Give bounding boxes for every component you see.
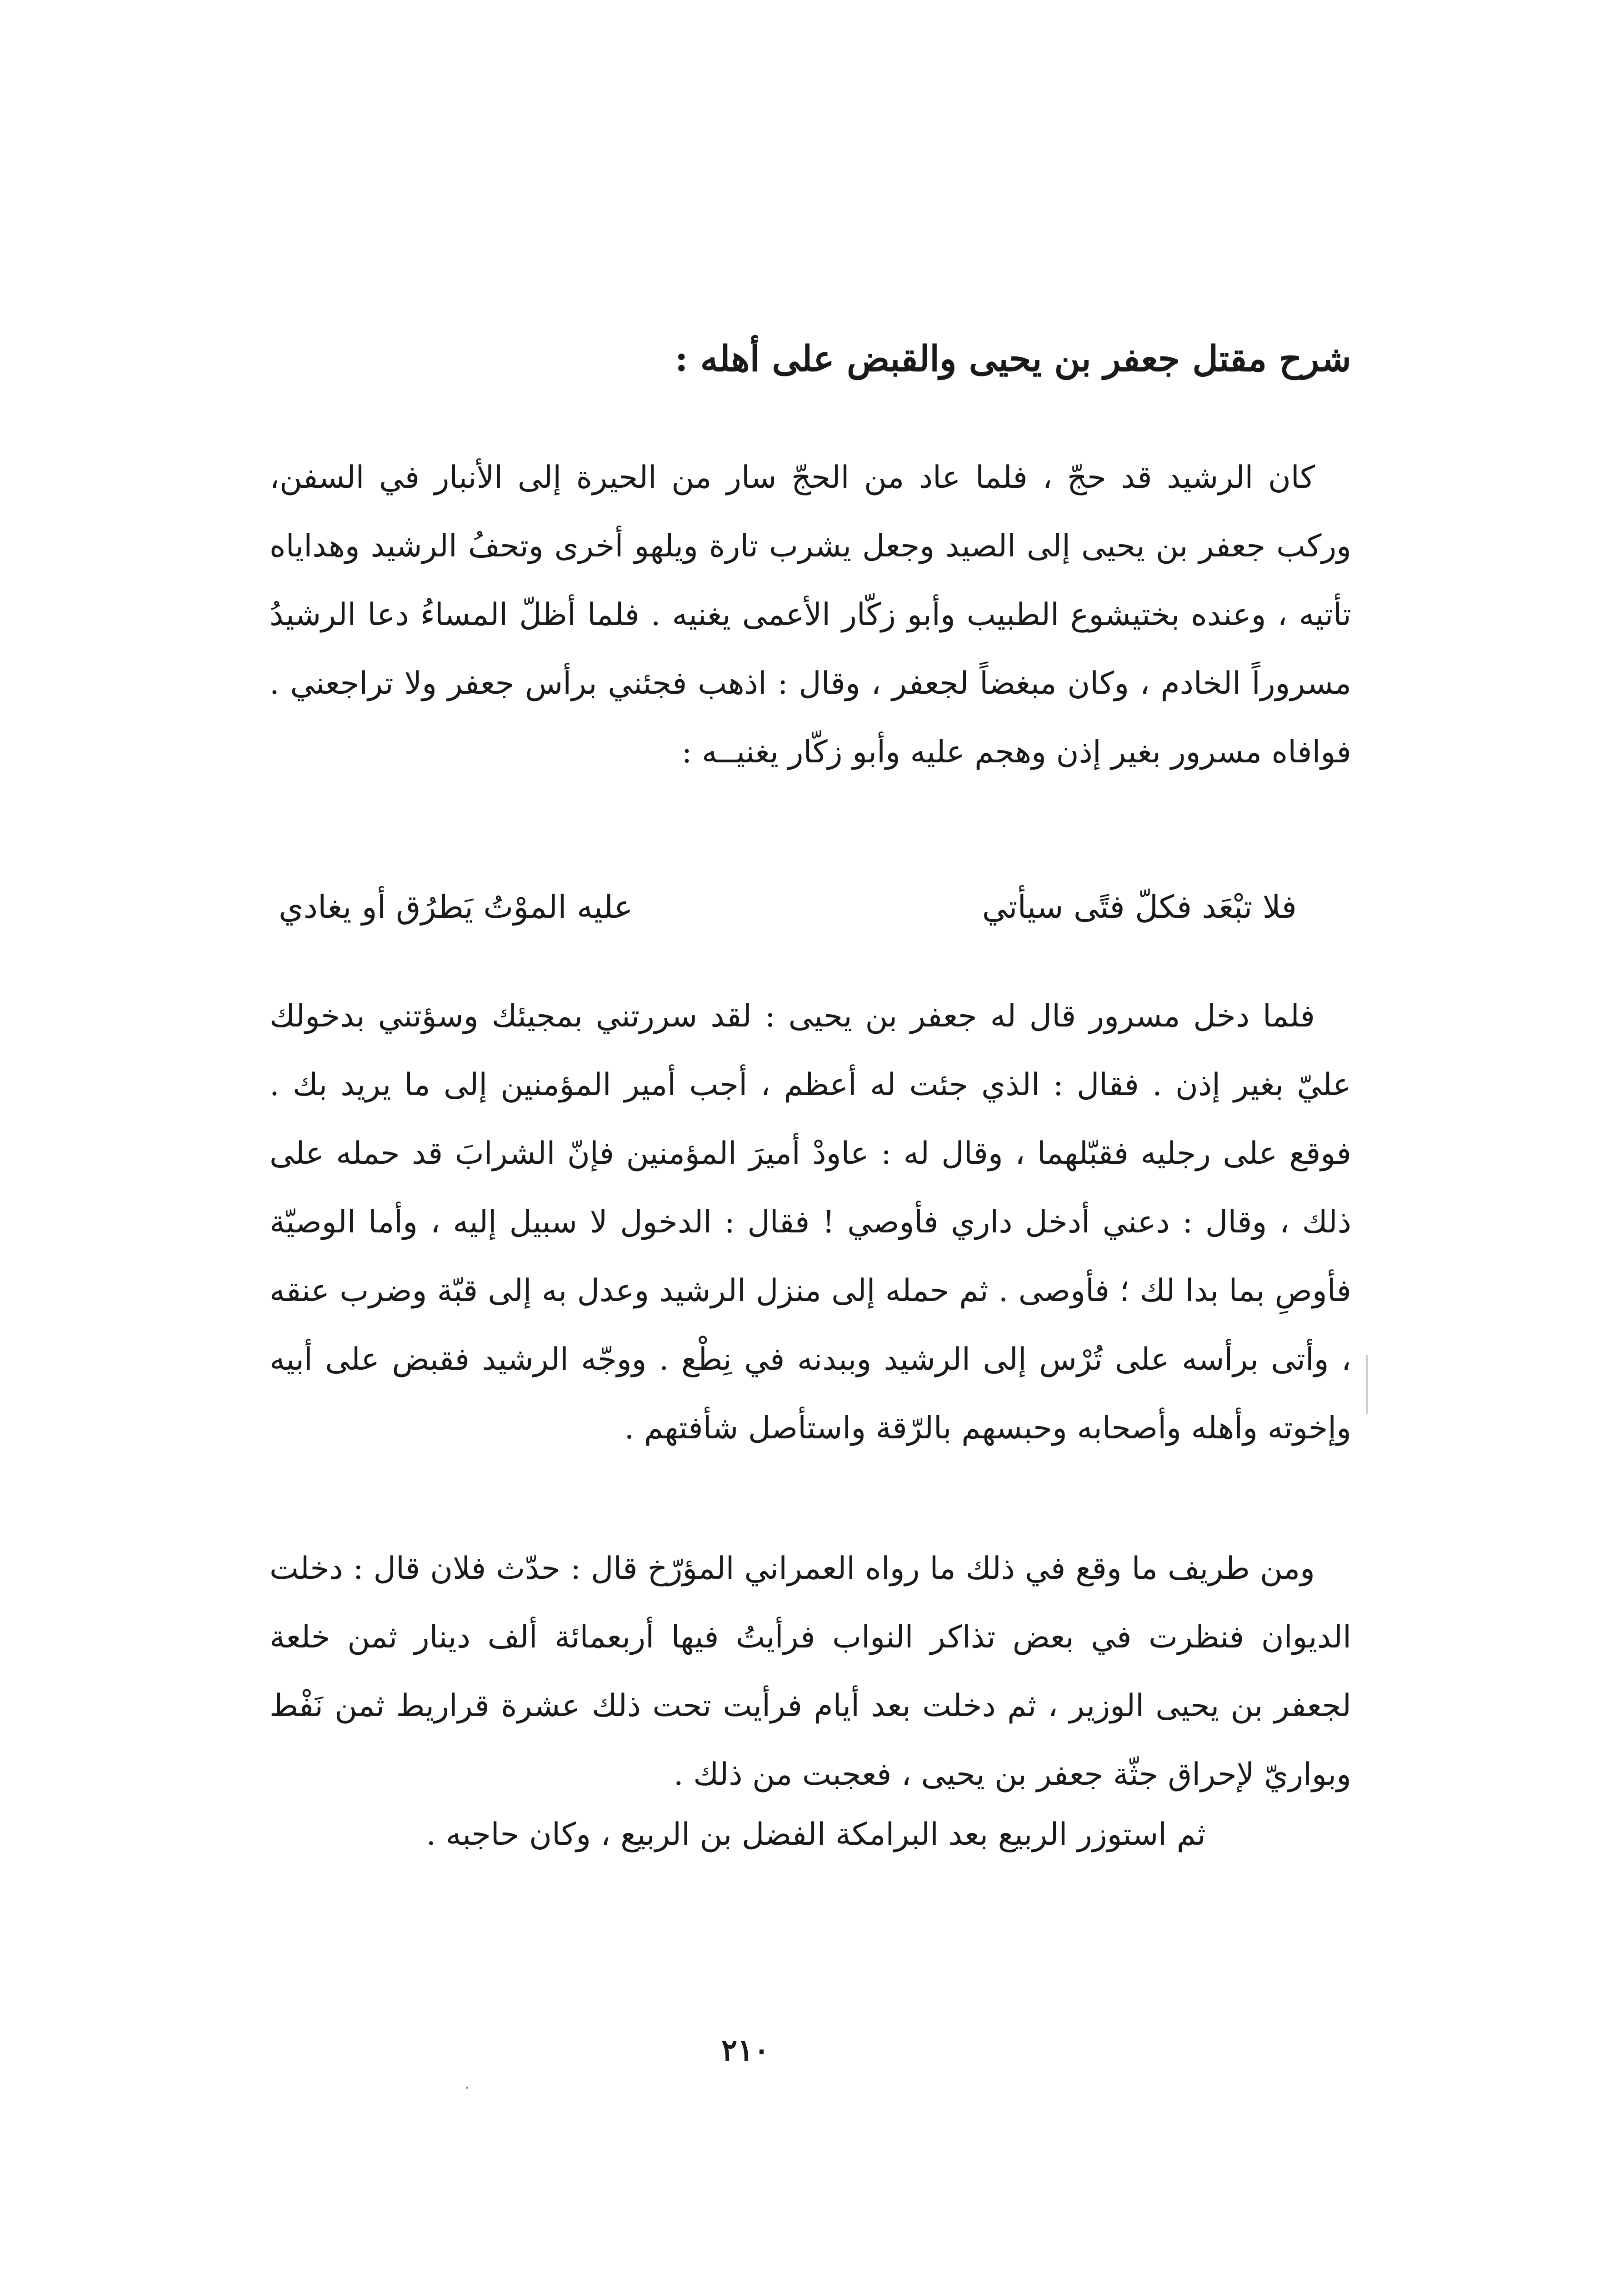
- verse-first-hemistich: فلا تبْعَد فكلّ فتًى سيأتي: [982, 888, 1297, 926]
- scan-speck: [466, 2087, 468, 2089]
- verse-second-hemistich: عليه الموْتُ يَطرُق أو يغادي: [279, 888, 633, 926]
- poetry-verse: [279, 875, 1297, 939]
- paragraph-3: ومن طريف ما وقع في ذلك ما رواه العمراني المؤرّخ قال : حدّث فلان قال : دخلت الديوان فنظرت في بعض تذاكر النواب فرأيتُ فيها أربعمائة ألف دينار ثمن خلعة لجعفر بن يحيى الوزير ، ثم دخلت بعد أيام فرأيت تحت ذلك عشرة قراريط ثمن نَفْط وبواريّ لإحراق جثّة جعفر بن يحيى ، فعجبت من ذلك .: [270, 1551, 1351, 1792]
- paragraph-1: كان الرشيد قد حجّ ، فلما عاد من الحجّ سار من الحيرة إلى الأنبار في السفن، وركب جعفر بن يحيى إلى الصيد وجعل يشرب تارة ويلهو أخرى وتحفُ الرشيد وهداياه تأتيه ، وعنده بختيشوع الطبيب وأبو زكّار الأعمى يغنيه . فلما أظلّ المساءُ دعا الرشيدُ مسروراً الخادم ، وكان مبغضاً لجعفر ، وقال : اذهب فجئني برأس جعفر ولا تراجعني . فوافاه مسرور بغير إذن وهجم عليه وأبو زكّار يغنيــه :: [270, 460, 1351, 770]
- section-heading: شرح مقتل جعفر بن يحيى والقبض على أهله :: [675, 338, 1351, 380]
- page-number: ٢١٠: [721, 2032, 770, 2068]
- paragraph-2: فلما دخل مسرور قال له جعفر بن يحيى : لقد سررتني بمجيئك وسؤتني بدخولك عليّ بغير إذن . فقال : الذي جئت له أعظم ، أجب أمير المؤمنين إلى ما يريد بك . فوقع على رجليه فقبّلهما ، وقال له : عاودْ أميرَ المؤمنين فإنّ الشرابَ قد حمله على ذلك ، وقال : دعني أدخل داري فأوصي ! فقال : الدخول لا سبيل إليه ، وأما الوصيّة فأوصِ بما بدا لك ؛ فأوصى . ثم حمله إلى منزل الرشيد وعدل به إلى قبّة وضرب عنقه ، وأتى برأسه على تُرْس إلى الرشيد وببدنه في نِطْع . ووجّه الرشيد فقبض على أبيه وإخوته وأهله وأصحابه وحبسهم بالرّقة واستأصل شأفتهم .: [270, 998, 1351, 1446]
- scan-margin-mark: [1366, 1355, 1368, 1414]
- paragraph-4: ثم استوزر الربيع بعد البرامكة الفضل بن الربيع ، وكان حاجبه .: [426, 1817, 1206, 1852]
